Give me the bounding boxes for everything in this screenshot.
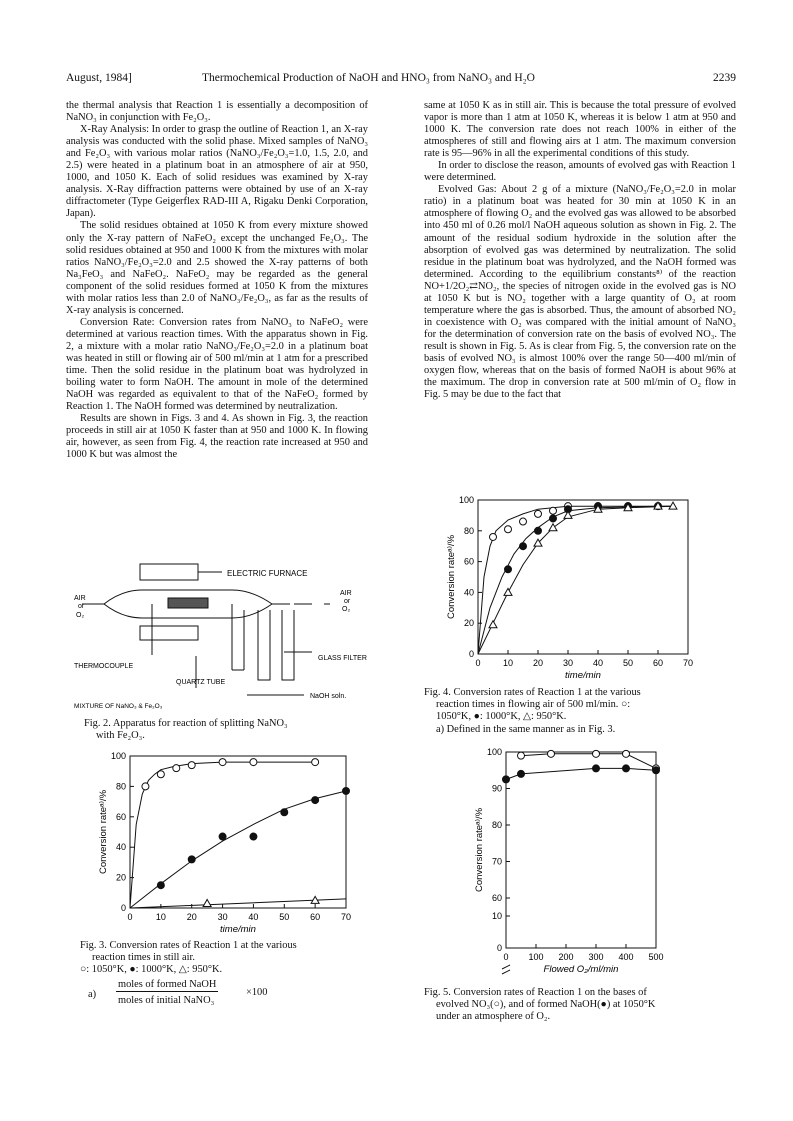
y-tick-label: 60 xyxy=(115,811,126,822)
data-point-open-triangle xyxy=(669,502,677,509)
left-column-text xyxy=(66,100,368,461)
fig4-caption xyxy=(424,687,724,736)
trap-1 xyxy=(232,604,244,670)
paragraph-evolved-gas: Evolved Gas: About 2 g of a mixture (NaNO₃/Fe₂O₃=2.0 in molar ratio) in a platinum boat was heated for 30 min at 1050 K in an atmosphere of flowing O₂ and the evolved gas was allowed to be absorbed into 450 ml of 0.26 mol/l NaOH aqueous solution as shown in Fig. 2. The amount of the residual sodium hydroxide in the solution after the absorption of evolved gas was determined by neutralization. The solid residue in the platinum boat was hydrolyzed, and the NaOH formed was determined. According to the equilibrium constants⁸⁾ of the reaction NO+1/2O₂⇄NO₂, the species of nitrogen oxide in the evolved gas is NO at 1050 K but is NO₂ together with a large quantity of O₂ at room temperature where the gas is absorbed. Thus, the amount of absorbed NO₂ in coexistence with O₂ was compared with the initial amount of NaNO₃ for the determination of conversion rate on the basis of evolved NO₃. The result is shown in Fig. 5. As is clear from Fig. 5, the conversion rate on the basis of evolved NO₃ is almost 100% over the range 50—400 ml/min of oxygen flow, whereas that on the basis of formed NaOH is about 96% at the maximum. The drop in conversion rate at 500 ml/min of O₂ flow in Fig. 5 may be due to the fact that xyxy=(424,184,736,401)
header-title: Thermochemical Production of NaOH and HNO₃ from NaNO₃ and H₂O xyxy=(202,72,535,84)
data-point-open-circle xyxy=(593,750,600,757)
y-axis-label: Conversion rateᵃ⁾/% xyxy=(98,789,109,875)
fig4-caption-line: reaction times in flowing air of 500 ml/min. ○: xyxy=(436,699,631,711)
fig3-caption-line: Fig. 3. Conversion rates of Reaction 1 at the various xyxy=(80,940,297,951)
fig3-caption xyxy=(80,940,380,1013)
y-tick-label: 60 xyxy=(491,893,502,903)
x-tick-label: 50 xyxy=(622,658,634,668)
trap-2 xyxy=(258,610,294,680)
fig2-caption xyxy=(84,718,384,742)
data-point-filled-circle xyxy=(518,770,525,777)
y-tick-label: 40 xyxy=(115,842,126,853)
right-column-text xyxy=(424,100,736,401)
y-tick-label: 80 xyxy=(115,781,126,792)
data-point-open-triangle xyxy=(504,588,512,595)
plot-frame xyxy=(506,752,656,948)
data-point-filled-circle xyxy=(312,797,319,804)
header-date: August, 1984] xyxy=(66,72,132,84)
y-tick-label: 80 xyxy=(463,525,474,536)
data-point-open-circle xyxy=(312,759,319,766)
y-tick-label: 10 xyxy=(491,911,502,921)
data-point-filled-circle xyxy=(505,566,512,573)
y-tick-label: 40 xyxy=(463,587,474,598)
label-air-in: AIR xyxy=(74,595,86,602)
label-mixture: MIXTURE OF NaNO₃ & Fe₂O₃ xyxy=(74,703,163,710)
data-point-filled-circle xyxy=(343,787,350,794)
data-point-filled-circle xyxy=(250,833,257,840)
page-number: 2239 xyxy=(713,72,736,84)
data-point-filled-circle xyxy=(503,776,510,783)
x-tick-label: 0 xyxy=(127,912,133,922)
y-tick-label: 100 xyxy=(458,495,474,505)
fig5-chart xyxy=(438,744,698,982)
data-point-open-circle xyxy=(142,783,149,790)
x-tick-label: 10 xyxy=(502,658,514,668)
label-or-out: or xyxy=(344,598,351,605)
data-point-filled-circle xyxy=(593,765,600,772)
label-naoh-solution: NaOH soln. xyxy=(310,693,347,700)
paragraph-xray-analysis: X-Ray Analysis: In order to grasp the outline of Reaction 1, an X-ray analysis was conducted with the solid phase. Mixed samples of NaNO₃ and Fe₂O₃ with various molar ratios (NaNO₃/Fe₂O₃=1.0, 1.5, 2.0, and 2.5) were heated in a platinum boat in an atmosphere of air at 950, 1000, and 1050 K. Each of solid residues was examined by X-ray analysis. X-Ray diffraction patterns were obtained by use of an X-ray diffractometer (Type Geigerflex RAD-III A, Rigaku Denki Corporation, Japan). xyxy=(66,124,368,220)
y-tick-label: 60 xyxy=(463,556,474,567)
data-point-open-circle xyxy=(623,750,630,757)
data-point-open-circle xyxy=(188,762,195,769)
label-electric-furnace: ELECTRIC FURNACE xyxy=(227,569,308,578)
x-tick-label: 60 xyxy=(652,658,664,668)
x-tick-label: 70 xyxy=(682,658,694,668)
y-axis-label: Conversion rateᵃ⁾/% xyxy=(446,534,457,620)
x-tick-label: 30 xyxy=(562,658,574,668)
formula-denominator: moles of initial NaNO₃ xyxy=(118,994,215,1006)
sample-boat xyxy=(168,598,208,608)
furnace-top xyxy=(140,564,198,580)
data-point-filled-circle xyxy=(188,856,195,863)
series-curve xyxy=(130,791,346,908)
paragraph: the thermal analysis that Reaction 1 is essentially a decomposition of NaNO₃ in conjunction with Fe₂O₃. xyxy=(66,100,368,124)
x-tick-label: 40 xyxy=(248,912,259,922)
fig3-chart xyxy=(72,748,372,934)
formula-multiplier: ×100 xyxy=(246,986,268,998)
data-point-open-circle xyxy=(520,518,527,525)
label-air-out: AIR xyxy=(340,590,352,597)
data-point-filled-circle xyxy=(520,543,527,550)
paragraph: The solid residues obtained at 1050 K from every mixture showed only the X-ray pattern of NaFeO₂ except the unchanged Fe₂O₃. The solid residues obtained at 950 and 1000 K from the mixtures with molar ratios NaNO₃/Fe₂O₃=2.0 and 2.5 showed the X-ray patterns of both Na₃FeO₃ and NaFeO₂. NaFeO₂ may be regarded as the general component of the solid residues formed at 1050 K from the mixtures with molar ratios less than 2.0 of NaNO₃/Fe₂O₃, as far as the results of X-ray analysis is concerned. xyxy=(66,220,368,316)
label-quartz-tube: QUARTZ TUBE xyxy=(176,679,226,686)
data-point-open-circle xyxy=(173,765,180,772)
data-point-open-circle xyxy=(518,752,525,759)
fig5-caption xyxy=(424,987,724,1024)
data-point-filled-circle xyxy=(219,833,226,840)
y-axis-label: Conversion rateᵃ⁾/% xyxy=(474,807,485,893)
y-tick-label: 0 xyxy=(120,903,126,913)
label-thermocouple: THERMOCOUPLE xyxy=(74,663,134,670)
fig4-caption-line: a) Defined in the same manner as in Fig. 3. xyxy=(436,723,616,735)
y-tick-label: 20 xyxy=(115,872,126,883)
data-point-filled-circle xyxy=(281,809,288,816)
x-tick-label: 400 xyxy=(618,952,634,962)
data-point-filled-circle xyxy=(157,882,164,889)
x-tick-label: 200 xyxy=(558,952,574,962)
label-o2-in: O₂ xyxy=(76,612,85,619)
data-point-filled-circle xyxy=(550,515,557,522)
fig4-caption-line: Fig. 4. Conversion rates of Reaction 1 at the various xyxy=(424,687,641,698)
label-o2-out: O₂ xyxy=(342,606,351,613)
x-axis-label: time/min xyxy=(565,670,601,681)
y-tick-label: 80 xyxy=(491,820,502,830)
data-point-open-circle xyxy=(505,526,512,533)
data-point-open-circle xyxy=(550,507,557,514)
fig4-caption-line: 1050°K, ●: 1000°K, △: 950°K. xyxy=(436,711,567,723)
x-tick-label: 40 xyxy=(592,658,604,668)
series-curve xyxy=(506,768,656,779)
x-tick-label: 300 xyxy=(588,952,604,962)
data-point-open-circle xyxy=(535,510,542,517)
x-tick-label: 0 xyxy=(475,658,481,668)
data-point-open-triangle xyxy=(203,899,211,906)
x-tick-label: 20 xyxy=(532,658,544,668)
plot-frame xyxy=(478,500,688,654)
label-glass-filter: GLASS FILTER xyxy=(318,655,367,662)
footnote-marker: a) xyxy=(88,988,97,1000)
data-point-open-circle xyxy=(157,771,164,778)
x-tick-label: 10 xyxy=(155,912,166,922)
x-tick-label: 20 xyxy=(186,912,197,922)
data-point-open-circle xyxy=(219,759,226,766)
x-axis-label: time/min xyxy=(220,924,256,934)
data-point-filled-circle xyxy=(623,765,630,772)
data-point-open-triangle xyxy=(549,524,557,531)
paragraph: same at 1050 K as in still air. This is because the total pressure of evolved vapor is more than 1 atm at 1050 K, whereas it is below 1 atm at 950 and 1000 K. The conversion rate does not reach 100% in either of the atmospheres of still and flowing airs at 1 atm. The maximum conversion rate is 95—96% in all the experimental conditions of this study. xyxy=(424,100,736,160)
data-point-open-circle xyxy=(548,750,555,757)
data-point-open-circle xyxy=(250,759,257,766)
x-tick-label: 0 xyxy=(503,952,509,962)
fig3-caption-line: reaction times in still air. xyxy=(92,952,196,964)
data-point-filled-circle xyxy=(535,527,542,534)
fig4-chart xyxy=(424,492,714,684)
label-or-in: or xyxy=(78,603,85,610)
y-tick-label: 100 xyxy=(110,751,126,761)
axis-break-mark xyxy=(502,970,510,974)
x-axis-label: Flowed O₂/ml/min xyxy=(543,964,619,975)
axis-break-mark xyxy=(502,965,510,969)
y-tick-label: 20 xyxy=(463,618,474,629)
x-tick-label: 70 xyxy=(340,912,352,922)
fig3-caption-legend: ○: 1050°K, ●: 1000°K, △: 950°K. xyxy=(80,964,223,976)
paragraph: Results are shown in Figs. 3 and 4. As shown in Fig. 3, the reaction proceeds in still air at 1050 K faster than at 950 and 1000 K. In flowing air, however, as seen from Fig. 4, the reaction rate increased at 950 and 1000 K but was almost the xyxy=(66,413,368,461)
fig2-caption-line: Fig. 2. Apparatus for reaction of splitting NaNO₃ xyxy=(84,718,288,729)
y-tick-label: 90 xyxy=(491,783,502,794)
x-tick-label: 30 xyxy=(217,912,228,922)
fig2-caption-line: with Fe₂O₃. xyxy=(96,730,145,742)
formula-numerator: moles of formed NaOH xyxy=(116,979,218,992)
fig2-apparatus-diagram xyxy=(72,560,392,710)
data-point-open-circle xyxy=(490,533,497,540)
x-tick-label: 50 xyxy=(279,912,290,922)
fig3-footnote-formula xyxy=(80,979,380,1013)
fig5-caption-line: under an atmosphere of O₂. xyxy=(436,1011,551,1023)
furnace-bottom xyxy=(140,626,198,640)
data-point-open-triangle xyxy=(489,621,497,628)
paragraph: In order to disclose the reason, amounts of evolved gas with Reaction 1 were determined. xyxy=(424,160,736,184)
y-tick-label: 100 xyxy=(486,747,502,757)
fig5-caption-line: evolved NO₃(○), and of formed NaOH(●) at 1050°K xyxy=(436,999,656,1011)
x-tick-label: 60 xyxy=(310,912,321,922)
y-tick-label: 0 xyxy=(468,649,474,659)
y-tick-label: 70 xyxy=(491,856,502,867)
y-tick-label: 0 xyxy=(496,943,502,953)
x-tick-label: 500 xyxy=(648,952,664,962)
fig5-caption-line: Fig. 5. Conversion rates of Reaction 1 on the bases of xyxy=(424,987,647,998)
data-point-filled-circle xyxy=(653,767,660,774)
series-curve xyxy=(521,754,656,769)
x-tick-label: 100 xyxy=(528,952,544,962)
paragraph-conversion-rate: Conversion Rate: Conversion rates from NaNO₃ to NaFeO₂ were determined at various reaction times. With the apparatus shown in Fig. 2, a mixture with a molar ratio NaNO₃/Fe₂O₃=2.0 in a platinum boat was heated in still or flowing air of 500 ml/min at 1 atm for a prescribed time. Then the solid residue in the platinum boat was hydrolyzed in boiling water to form NaOH. The amount in mole of the determined NaOH was regarded as equivalent to that of the NaFeO₂ formed by Reaction 1. The NaOH formed was determined by neutralization. xyxy=(66,316,368,413)
